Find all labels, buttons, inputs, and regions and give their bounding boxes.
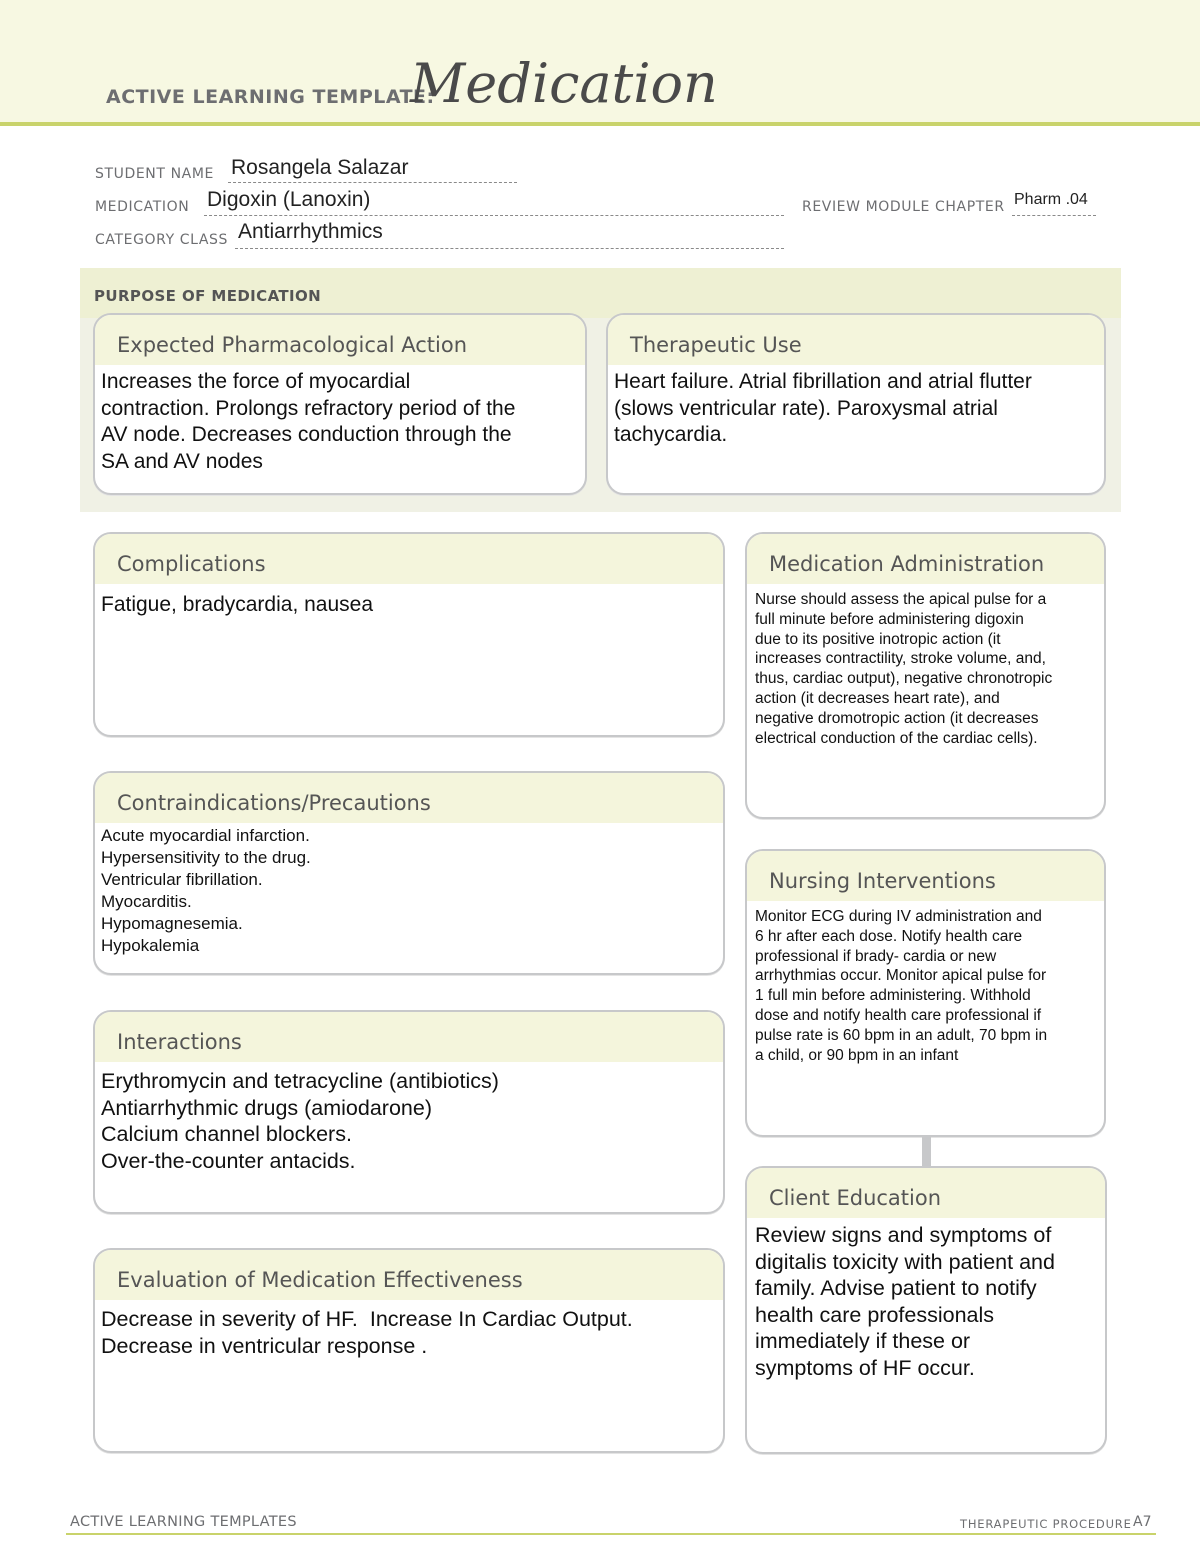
- evaluation-title: Evaluation of Medication Effectiveness: [95, 1250, 723, 1300]
- student-name-field[interactable]: Rosangela Salazar: [231, 156, 409, 179]
- contraindications-title: Contraindications/Precautions: [95, 773, 723, 823]
- client-education-line: symptoms of HF occur.: [755, 1355, 975, 1380]
- medication-line: [204, 215, 784, 216]
- contraindications-line: Hypersensitivity to the drug.: [101, 848, 311, 867]
- footer-rule: [66, 1533, 1156, 1535]
- footer-left-label: ACTIVE LEARNING TEMPLATES: [70, 1514, 297, 1530]
- header-rule: [0, 122, 1200, 126]
- nursing-interventions-line: pulse rate is 60 bpm in an adult, 70 bpm in: [755, 1026, 1048, 1044]
- medication-administration-line: action (it decreases heart rate), and: [755, 689, 1000, 707]
- interactions-line: Erythromycin and tetracycline (antibiotics): [101, 1069, 499, 1093]
- nursing-interventions-line: arrhythmias occur. Monitor apical pulse for: [755, 967, 1047, 985]
- expected-action-line: SA and AV nodes: [101, 449, 263, 473]
- medication-administration-line: increases contractility, stroke volume, and,: [755, 650, 1046, 668]
- contraindications-line: Acute myocardial infarction.: [101, 826, 310, 845]
- medication-administration-line: Nurse should assess the apical pulse for a: [755, 591, 1047, 608]
- expected-action-line: Increases the force of myocardial: [101, 370, 411, 393]
- medication-administration-line: full minute before administering digoxin: [755, 610, 1024, 628]
- contraindications-card: [93, 771, 725, 975]
- complications-title: Complications: [95, 534, 723, 584]
- client-education-line: health care professionals: [755, 1302, 995, 1327]
- nursing-interventions-line: professional if brady- cardia or new: [755, 947, 997, 965]
- medication-administration-body[interactable]: [747, 584, 1104, 748]
- expected-action-card: [93, 313, 587, 495]
- nursing-interventions-line: 1 full min before administering. Withhold: [755, 987, 1031, 1005]
- client-education-line: family. Advise patient to notify: [755, 1276, 1037, 1300]
- nursing-interventions-body[interactable]: [747, 901, 1104, 1065]
- medication-administration-line: electrical conduction of the cardiac cells).: [755, 729, 1038, 747]
- therapeutic-use-title: Therapeutic Use: [608, 315, 1104, 365]
- complications-line: Fatigue, bradycardia, nausea: [101, 593, 374, 616]
- medication-administration-line: negative dromotropic action (it decreases: [755, 709, 1039, 727]
- therapeutic-use-card: [606, 313, 1106, 495]
- template-label: ACTIVE LEARNING TEMPLATE:: [106, 86, 435, 108]
- card-connector: [922, 1135, 931, 1168]
- review-module-label: REVIEW MODULE CHAPTER: [802, 199, 1005, 215]
- interactions-body[interactable]: [95, 1062, 723, 1174]
- interactions-line: Over-the-counter antacids.: [101, 1148, 356, 1173]
- evaluation-body[interactable]: [95, 1300, 723, 1359]
- footer-right-label: THERAPEUTIC PROCEDURE: [960, 1517, 1132, 1531]
- nursing-interventions-line: dose and notify health care professional if: [755, 1006, 1042, 1024]
- contraindications-line: Myocarditis.: [101, 892, 192, 911]
- page-title: Medication: [410, 52, 718, 115]
- complications-body[interactable]: [95, 584, 723, 619]
- interactions-line: Calcium channel blockers.: [101, 1122, 352, 1146]
- interactions-card: [93, 1010, 725, 1214]
- medication-administration-card: [745, 532, 1106, 819]
- interactions-line: Antiarrhythmic drugs (amiodarone): [101, 1095, 432, 1120]
- contraindications-body[interactable]: [95, 823, 723, 957]
- expected-action-title: Expected Pharmacological Action: [95, 315, 585, 365]
- medication-administration-title: Medication Administration: [747, 534, 1104, 584]
- expected-action-line: AV node. Decreases conduction through the: [101, 423, 512, 446]
- purpose-title: PURPOSE OF MEDICATION: [94, 287, 322, 305]
- complications-card: [93, 532, 725, 737]
- review-module-line: [1012, 215, 1096, 216]
- contraindications-line: Hypokalemia: [101, 936, 200, 955]
- contraindications-line: Hypomagnesemia.: [101, 914, 243, 933]
- therapeutic-use-body[interactable]: [608, 365, 1104, 449]
- interactions-title: Interactions: [95, 1012, 723, 1062]
- client-education-body[interactable]: [747, 1218, 1105, 1381]
- nursing-interventions-card: [745, 849, 1106, 1137]
- nursing-interventions-line: Monitor ECG during IV administration and: [755, 908, 1042, 925]
- client-education-title: Client Education: [747, 1168, 1105, 1218]
- student-name-label: STUDENT NAME: [95, 166, 214, 182]
- nursing-interventions-line: 6 hr after each dose. Notify health care: [755, 927, 1023, 945]
- contraindications-line: Ventricular fibrillation.: [101, 870, 263, 889]
- student-name-line: [228, 182, 517, 183]
- medication-administration-line: due to its positive inotropic action (it: [755, 630, 1001, 648]
- page-number: A7: [1133, 1514, 1152, 1530]
- medication-administration-line: thus, cardiac output), negative chronotropic: [755, 670, 1053, 688]
- client-education-card: [745, 1166, 1107, 1454]
- evaluation-line: Decrease in ventricular response .: [101, 1333, 428, 1358]
- category-label: CATEGORY CLASS: [95, 232, 229, 248]
- expected-action-line: contraction. Prolongs refractory period of the: [101, 396, 516, 420]
- client-education-line: immediately if these or: [755, 1329, 971, 1353]
- category-field[interactable]: Antiarrhythmics: [238, 220, 383, 243]
- medication-label: MEDICATION: [95, 199, 190, 215]
- client-education-line: Review signs and symptoms of: [755, 1223, 1052, 1247]
- expected-action-body[interactable]: [95, 365, 585, 475]
- medication-field[interactable]: Digoxin (Lanoxin): [207, 188, 371, 211]
- review-module-field[interactable]: Pharm .04: [1014, 191, 1088, 208]
- therapeutic-use-line: tachycardia.: [614, 423, 728, 446]
- evaluation-line: Decrease in severity of HF. Increase In Cardiac Output.: [101, 1307, 633, 1331]
- nursing-interventions-title: Nursing Interventions: [747, 851, 1104, 901]
- therapeutic-use-line: (slows ventricular rate). Paroxysmal atrial: [614, 396, 998, 420]
- category-line: [235, 248, 784, 249]
- therapeutic-use-line: Heart failure. Atrial fibrillation and atrial flutter: [614, 370, 1032, 393]
- evaluation-card: [93, 1248, 725, 1453]
- client-education-line: digitalis toxicity with patient and: [755, 1249, 1055, 1274]
- nursing-interventions-line: a child, or 90 bpm in an infant: [755, 1046, 959, 1064]
